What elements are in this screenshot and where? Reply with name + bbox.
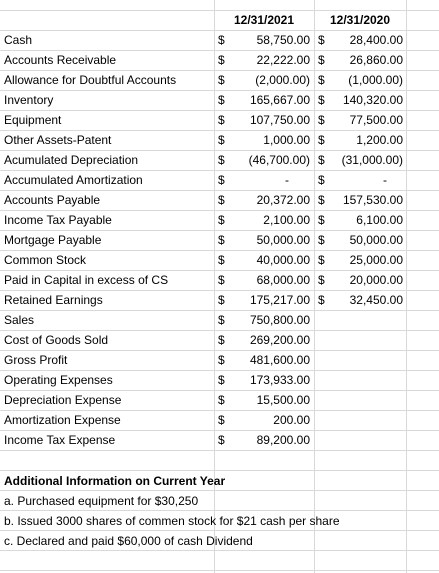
row-gridline (0, 450, 439, 451)
currency-symbol[interactable]: $ (218, 33, 225, 47)
currency-symbol[interactable]: $ (318, 73, 325, 87)
currency-symbol[interactable]: $ (318, 93, 325, 107)
currency-symbol[interactable]: $ (218, 153, 225, 167)
column-header-2021[interactable]: 12/31/2021 (233, 13, 295, 27)
value-2021[interactable]: 58,750.00 (256, 33, 310, 47)
row-label[interactable]: Gross Profit (4, 353, 68, 367)
additional-info-item-b[interactable]: b. Issued 3000 shares of commen stock for $21 cash per share (4, 514, 340, 528)
value-2020[interactable]: 6,100.00 (356, 213, 403, 227)
value-2021[interactable]: 15,500.00 (256, 393, 310, 407)
row-label[interactable]: Acumulated Depreciation (4, 153, 139, 167)
currency-symbol[interactable]: $ (218, 233, 225, 247)
value-2021[interactable]: 22,222.00 (256, 53, 310, 67)
additional-info-title[interactable]: Additional Information on Current Year (4, 474, 226, 488)
row-label[interactable]: Equipment (4, 113, 62, 127)
currency-symbol[interactable]: $ (318, 293, 325, 307)
value-2020[interactable]: (31,000.00) (341, 153, 403, 167)
currency-symbol[interactable]: $ (218, 133, 225, 147)
value-2021[interactable]: 68,000.00 (256, 273, 310, 287)
currency-symbol[interactable]: $ (318, 273, 325, 287)
row-label[interactable]: Amortization Expense (4, 413, 121, 427)
value-2020[interactable]: 157,530.00 (342, 193, 403, 207)
row-label[interactable]: Inventory (4, 93, 54, 107)
currency-symbol[interactable]: $ (318, 153, 325, 167)
currency-symbol[interactable]: $ (218, 373, 225, 387)
row-label[interactable]: Accumulated Amortization (4, 173, 143, 187)
value-2021[interactable]: 750,800.00 (249, 313, 310, 327)
value-2021[interactable]: 50,000.00 (256, 233, 310, 247)
currency-symbol[interactable]: $ (218, 433, 225, 447)
value-2020[interactable]: - (383, 173, 387, 187)
currency-symbol[interactable]: $ (318, 253, 325, 267)
currency-symbol[interactable]: $ (318, 133, 325, 147)
currency-symbol[interactable]: $ (218, 413, 225, 427)
row-label[interactable]: Operating Expenses (4, 373, 113, 387)
currency-symbol[interactable]: $ (318, 113, 325, 127)
value-2021[interactable]: 89,200.00 (256, 433, 310, 447)
row-label[interactable]: Income Tax Payable (4, 213, 112, 227)
currency-symbol[interactable]: $ (218, 293, 225, 307)
value-2020[interactable]: 1,200.00 (356, 133, 403, 147)
currency-symbol[interactable]: $ (218, 173, 225, 187)
currency-symbol[interactable]: $ (218, 393, 225, 407)
row-label[interactable]: Mortgage Payable (4, 233, 102, 247)
currency-symbol[interactable]: $ (218, 93, 225, 107)
currency-symbol[interactable]: $ (218, 193, 225, 207)
row-label[interactable]: Accounts Payable (4, 193, 101, 207)
row-label[interactable]: Income Tax Expense (4, 433, 116, 447)
row-label[interactable]: Depreciation Expense (4, 393, 122, 407)
value-2021[interactable]: 1,000.00 (263, 133, 310, 147)
value-2020[interactable]: 28,400.00 (349, 33, 403, 47)
value-2021[interactable]: (2,000.00) (255, 73, 310, 87)
currency-symbol[interactable]: $ (318, 213, 325, 227)
value-2021[interactable]: 165,667.00 (249, 93, 310, 107)
row-label[interactable]: Cash (4, 33, 33, 47)
additional-info-item-a[interactable]: a. Purchased equipment for $30,250 (4, 494, 199, 508)
value-2020[interactable]: 50,000.00 (349, 233, 403, 247)
value-2021[interactable]: 200.00 (273, 413, 310, 427)
value-2020[interactable]: (1,000.00) (348, 73, 403, 87)
currency-symbol[interactable]: $ (218, 213, 225, 227)
currency-symbol[interactable]: $ (218, 273, 225, 287)
value-2020[interactable]: 140,320.00 (342, 93, 403, 107)
currency-symbol[interactable]: $ (218, 53, 225, 67)
currency-symbol[interactable]: $ (318, 233, 325, 247)
currency-symbol[interactable]: $ (218, 353, 225, 367)
value-2021[interactable]: 173,933.00 (249, 373, 310, 387)
currency-symbol[interactable]: $ (218, 73, 225, 87)
value-2020[interactable]: 20,000.00 (349, 273, 403, 287)
row-label[interactable]: Accounts Receivable (4, 53, 117, 67)
row-label[interactable]: Allowance for Doubtful Accounts (4, 73, 177, 87)
row-label[interactable]: Other Assets-Patent (4, 133, 112, 147)
value-2021[interactable]: 40,000.00 (256, 253, 310, 267)
currency-symbol[interactable]: $ (318, 33, 325, 47)
value-2021[interactable]: 269,200.00 (249, 333, 310, 347)
value-2021[interactable]: 107,750.00 (249, 113, 310, 127)
value-2021[interactable]: 2,100.00 (263, 213, 310, 227)
value-2021[interactable]: 20,372.00 (256, 193, 310, 207)
value-2021[interactable]: 175,217.00 (249, 293, 310, 307)
currency-symbol[interactable]: $ (218, 253, 225, 267)
row-label[interactable]: Sales (4, 313, 35, 327)
row-label[interactable]: Common Stock (4, 253, 87, 267)
additional-info-item-c[interactable]: c. Declared and paid $60,000 of cash Dividend (4, 534, 253, 548)
currency-symbol[interactable]: $ (318, 173, 325, 187)
value-2020[interactable]: 32,450.00 (349, 293, 403, 307)
value-2021[interactable]: - (285, 173, 289, 187)
value-2021[interactable]: (46,700.00) (248, 153, 310, 167)
value-2020[interactable]: 77,500.00 (349, 113, 403, 127)
currency-symbol[interactable]: $ (318, 193, 325, 207)
currency-symbol[interactable]: $ (218, 333, 225, 347)
row-label[interactable]: Paid in Capital in excess of CS (4, 273, 169, 287)
value-2020[interactable]: 25,000.00 (349, 253, 403, 267)
currency-symbol[interactable]: $ (218, 113, 225, 127)
currency-symbol[interactable]: $ (318, 53, 325, 67)
value-2021[interactable]: 481,600.00 (249, 353, 310, 367)
row-label[interactable]: Retained Earnings (4, 293, 103, 307)
row-label[interactable]: Cost of Goods Sold (4, 333, 109, 347)
column-header-2020[interactable]: 12/31/2020 (329, 13, 391, 27)
row-gridline (0, 570, 439, 571)
value-2020[interactable]: 26,860.00 (349, 53, 403, 67)
currency-symbol[interactable]: $ (218, 313, 225, 327)
